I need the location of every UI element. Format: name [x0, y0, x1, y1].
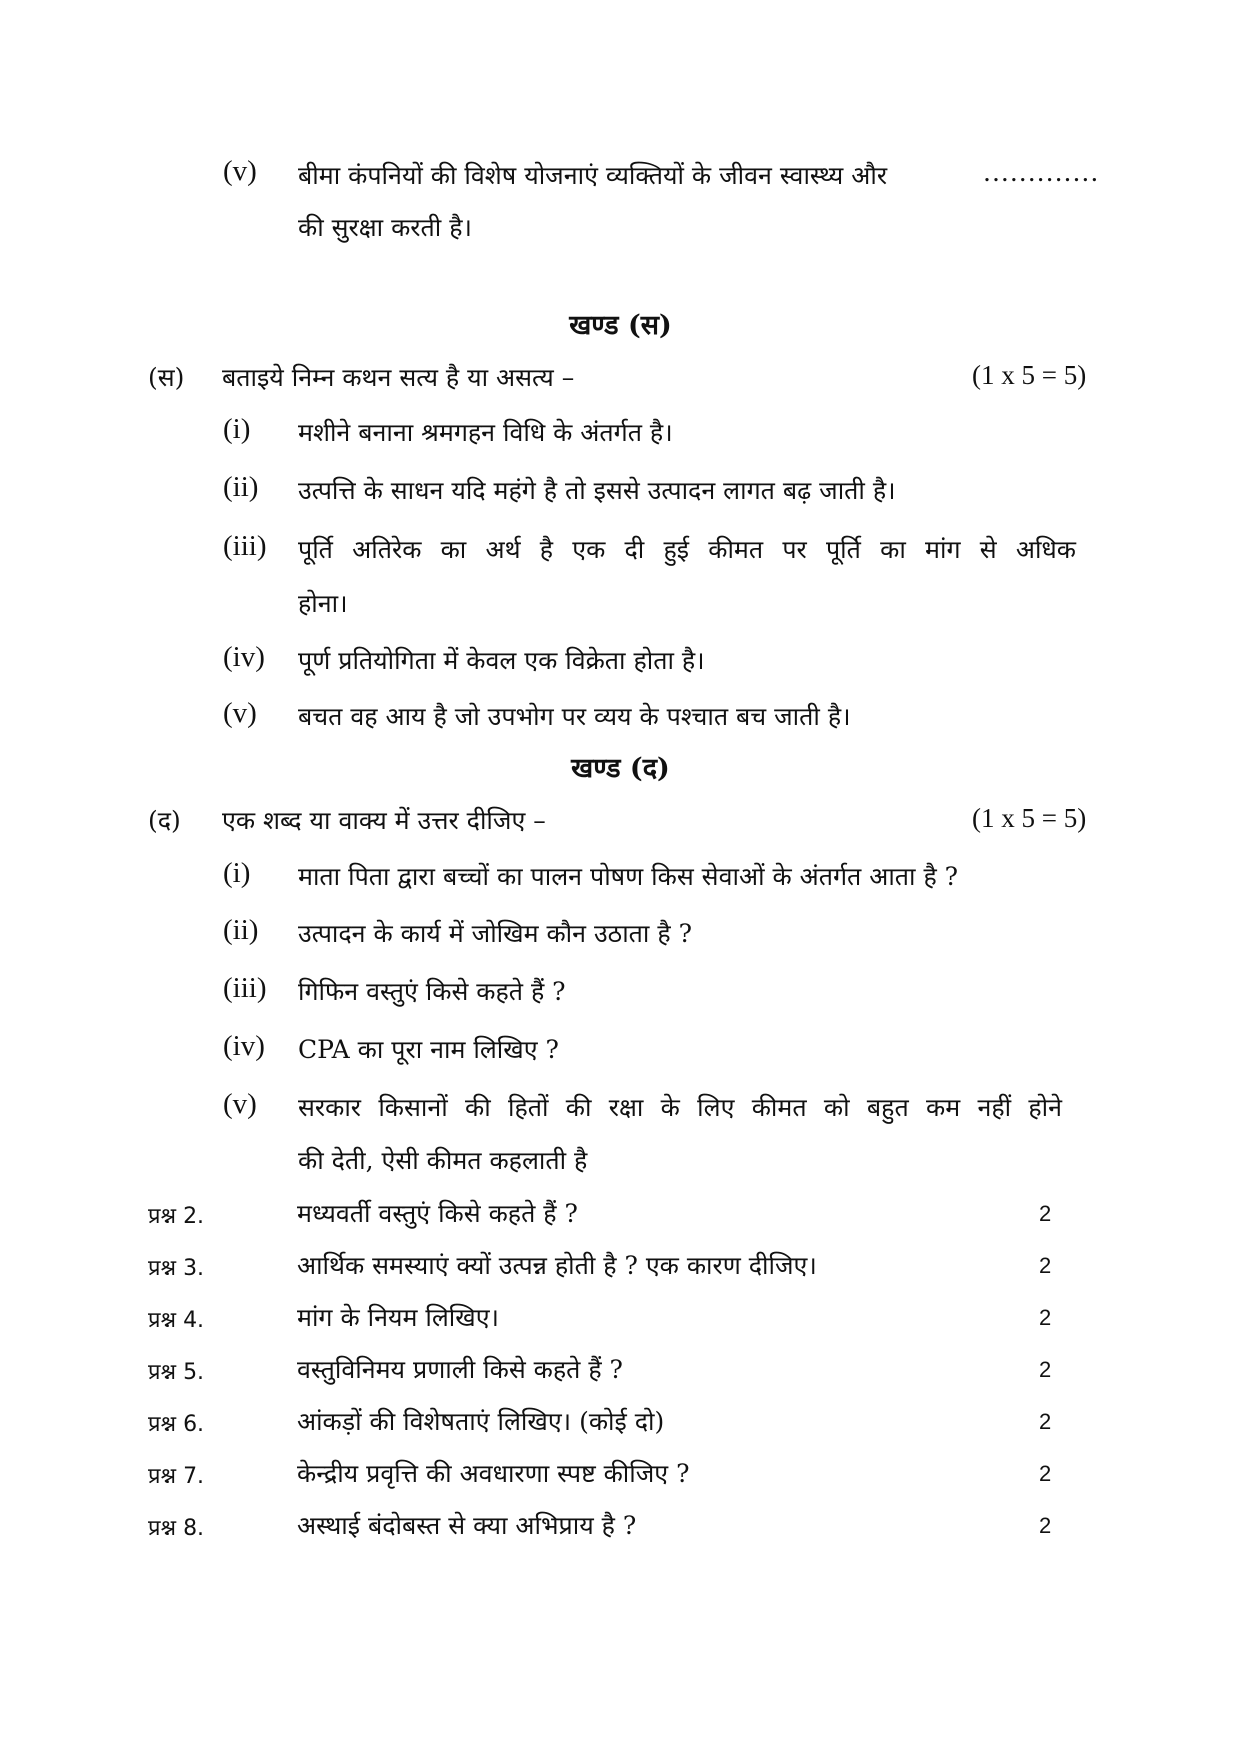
item-text-continued: होना। [298, 589, 348, 618]
question-marks: 2 [1039, 1409, 1052, 1434]
blank-dots: ............. [983, 158, 1100, 187]
question-label: प्रश्न 5. [148, 1360, 205, 1385]
question-text: अस्थाई बंदोबस्त से क्या अभिप्राय है ? [297, 1511, 637, 1540]
item-text: पूर्ण प्रतियोगिता में केवल एक विक्रेता होता है। [298, 646, 705, 675]
question-marks: 2 [1039, 1357, 1052, 1382]
item-number: (iv) [223, 1030, 265, 1062]
item-text: उत्पत्ति के साधन यदि महंगे है तो इससे उत्पादन लागत बढ़ जाती है। [298, 476, 896, 505]
section-label: (द) [148, 806, 181, 835]
question-label: प्रश्न 6. [148, 1412, 205, 1437]
question-text: मांग के नियम लिखिए। [297, 1303, 499, 1332]
question-label: प्रश्न 4. [148, 1308, 205, 1333]
question-text: वस्तुविनिमय प्रणाली किसे कहते हैं ? [297, 1355, 623, 1384]
item-text: बचत वह आय है जो उपभोग पर व्यय के पश्चात बच जाती है। [298, 702, 851, 731]
question-label: प्रश्न 7. [148, 1464, 205, 1489]
item-number: (i) [223, 857, 251, 889]
section-instruction: एक शब्द या वाक्य में उत्तर दीजिए – [222, 806, 546, 835]
question-text: आर्थिक समस्याएं क्यों उत्पन्न होती है ? एक कारण दीजिए। [297, 1251, 817, 1280]
question-marks: 2 [1039, 1461, 1052, 1486]
item-text: मशीने बनाना श्रमगहन विधि के अंतर्गत है। [298, 418, 673, 447]
question-label: प्रश्न 3. [148, 1256, 205, 1281]
item-text: माता पिता द्वारा बच्चों का पालन पोषण किस सेवाओं के अंतर्गत आता है ? [298, 862, 959, 891]
question-label: प्रश्न 2. [148, 1204, 205, 1229]
item-text-continued: की सुरक्षा करती है। [298, 213, 472, 242]
item-number: (iii) [223, 972, 267, 1004]
item-number: (i) [223, 413, 251, 445]
item-text: CPA का पूरा नाम लिखिए ? [298, 1035, 559, 1064]
item-number: (iv) [223, 641, 265, 673]
item-text: पूर्ति अतिरेक का अर्थ है एक दी हुई कीमत पर पूर्ति का मांग से अधिक [298, 535, 1076, 564]
item-text: उत्पादन के कार्य में जोखिम कौन उठाता है ? [298, 919, 692, 948]
question-text: आंकड़ों की विशेषताएं लिखिए। (कोई दो) [297, 1407, 665, 1436]
item-number: (v) [223, 155, 257, 187]
item-number: (ii) [223, 914, 259, 946]
question-marks: 2 [1039, 1513, 1052, 1538]
item-number: (iii) [223, 530, 267, 562]
question-label: प्रश्न 8. [148, 1516, 205, 1541]
section-label: (स) [148, 363, 185, 392]
question-text: केन्द्रीय प्रवृत्ति की अवधारणा स्पष्ट कीजिए ? [297, 1459, 690, 1488]
section-marks: (1 x 5 = 5) [972, 803, 1087, 833]
item-text: गिफिन वस्तुएं किसे कहते हैं ? [298, 977, 566, 1006]
item-text: बीमा कंपनियों की विशेष योजनाएं व्यक्तियों के जीवन स्वास्थ्य और [298, 161, 888, 190]
item-number: (v) [223, 1088, 257, 1120]
section-s-heading: खण्ड (स) [569, 310, 672, 341]
section-instruction: बताइये निम्न कथन सत्य है या असत्य – [222, 363, 575, 392]
question-marks: 2 [1039, 1201, 1052, 1226]
section-d-heading: खण्ड (द) [571, 753, 670, 784]
section-marks: (1 x 5 = 5) [972, 360, 1087, 390]
item-number: (ii) [223, 471, 259, 503]
question-text: मध्यवर्ती वस्तुएं किसे कहते हैं ? [297, 1199, 578, 1228]
question-marks: 2 [1039, 1253, 1052, 1278]
question-marks: 2 [1039, 1305, 1052, 1330]
item-number: (v) [223, 697, 257, 729]
item-text: सरकार किसानों की हितों की रक्षा के लिए कीमत को बहुत कम नहीं होने [298, 1093, 1062, 1122]
item-text-continued: की देती, ऐसी कीमत कहलाती है [298, 1146, 588, 1175]
